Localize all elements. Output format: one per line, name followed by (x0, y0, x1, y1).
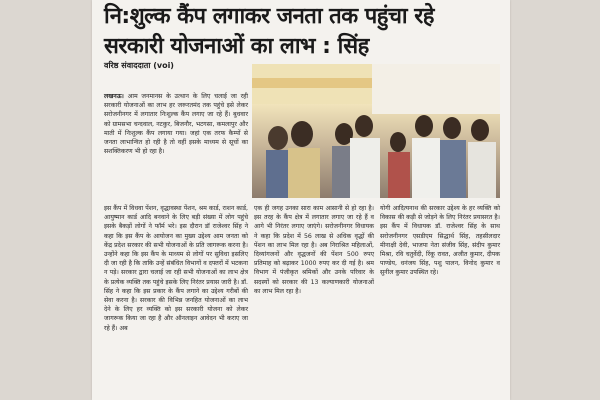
article-column-1: इस कैंप में विधवा पेंशन, वृद्धावस्था पेंशन, श्रम कार्ड, राशन कार्ड, आयुष्मान कार्ड आदि बनवाने के लिए बड़ी संख्या में लोग पहुंचे इसके बैकड़ों लोगों ने फॉर्म भरे। इस दौरान डॉ राजेश्वर सिंह ने कहा कि इस कैंप के आयोजन का मुख्य उद्देश्य आम जनता को केंद्र प्रदेश सरकार की सभी योजनाओं के प्रति जागरूक करना है। उन्होंने कहा कि इस कैंप के माध्यम से लोगों पर सुविधा इसलिए दी जा रही है कि ताकि उन्हें संबंधित विभागों व दफ्तरों में भटकना न पड़े। सरकार द्वारा चलाई जा रही सभी योजनाओं का लाभ क्षेत्र के प्रत्येक व्यक्ति तक पहुंचे इसके लिए निरंतर प्रयास जारी है। डॉ. सिंह ने कहा कि इस प्रकार के कैंप लगाने का उद्देश्य गरीबों की सेवा करना है। सरकार की विभिन्न जनहित योजनाओं का लाभ देने के लिए हर व्यक्ति को इस सरकारी योजना को लेकर जागरूक किया जा रहा है और ऑनलाइन आवेदन भी कराए जा रहे हैं। अब (104, 205, 248, 332)
article-column-3: योगी आदित्यनाथ की सरकार उद्देश्य के हर व्यक्ति को विकास की कड़ी से जोड़ने के लिए निरंतर प्रयासरत है। इस कैंप में विधायक डॉ. राजेश्वर सिंह के साथ सरोजनीनगर एसडीएम सिद्धार्थ सिंह, तहसीलदार मीनाक्षी देवी, भाजपा नेता संजीव सिंह, संदीप कुमार मिश्रा, रवि चतुर्वेदी, रिंकू रावत, अजीत कुमार, दीपक पाण्डेय, धनंजय सिंह, पशु पालन, विनोद कुमार व सुनील कुमार उपस्थित रहे। (380, 205, 500, 277)
article-headline: नि:शुल्क कैंप लगाकर जनता तक पहुंचा रहे सरकारी योजनाओं का लाभ : सिंह (104, 4, 434, 59)
article-intro-text: आम जनमानस के उत्थान के लिए चलाई जा रही सरकारी योजनाओं का लाभ हर जरूरतमंद तक पहुंचे इसे लेकर सरोजनीनगर में लगातार निःशुल्क कैंप लगाए जा रहे हैं। बुधवार को ग्रामसभा चन्दवाल, नटकुर, बिजनौर, भटगसा, कमलापुर और माती में निःशुल्क कैंप लगाया गया। जहां एक तरफ कैम्पों से जनता लाभान्वित हो रही है तो वहीं इसके माध्यम से सूचों का सशक्तिकरण भी हो रहा है। (104, 93, 248, 156)
article-dateline: लखनऊ। (104, 93, 124, 100)
photo-image (252, 64, 500, 198)
article-photo (252, 64, 500, 198)
article-column-intro (104, 92, 248, 156)
article-column-2: एक ही जगह उनका सारा काम आसानी से हो रहा है। इस तरह के कैंप क्षेत्र में लगातार लगाए जा रहे हैं व आगे भी निरंतर लगाए जाएंगे। सरोजनीनगर विधायक ने कहा कि प्रदेश में 56 लाख से अधिक वृद्धों की पेंशन का लाभ मिल रहा है। अब निराश्रित महिलाओं, दिव्यांगजनों और वृद्धजनों की पेंशन 500 रुपए प्रतिमाह को बढ़ाकर 1000 रुपए कर दी गई है। श्रम विभाग में पंजीकृत श्रमिकों और उनके परिवार के सदस्यों को सरकार की 13 कल्याणकारी योजनाओं का लाभ मिल रहा है। (254, 205, 374, 295)
article-byline: वरिष्ठ संवाददाता (voi) (104, 61, 174, 70)
newspaper-clipping (92, 0, 510, 400)
